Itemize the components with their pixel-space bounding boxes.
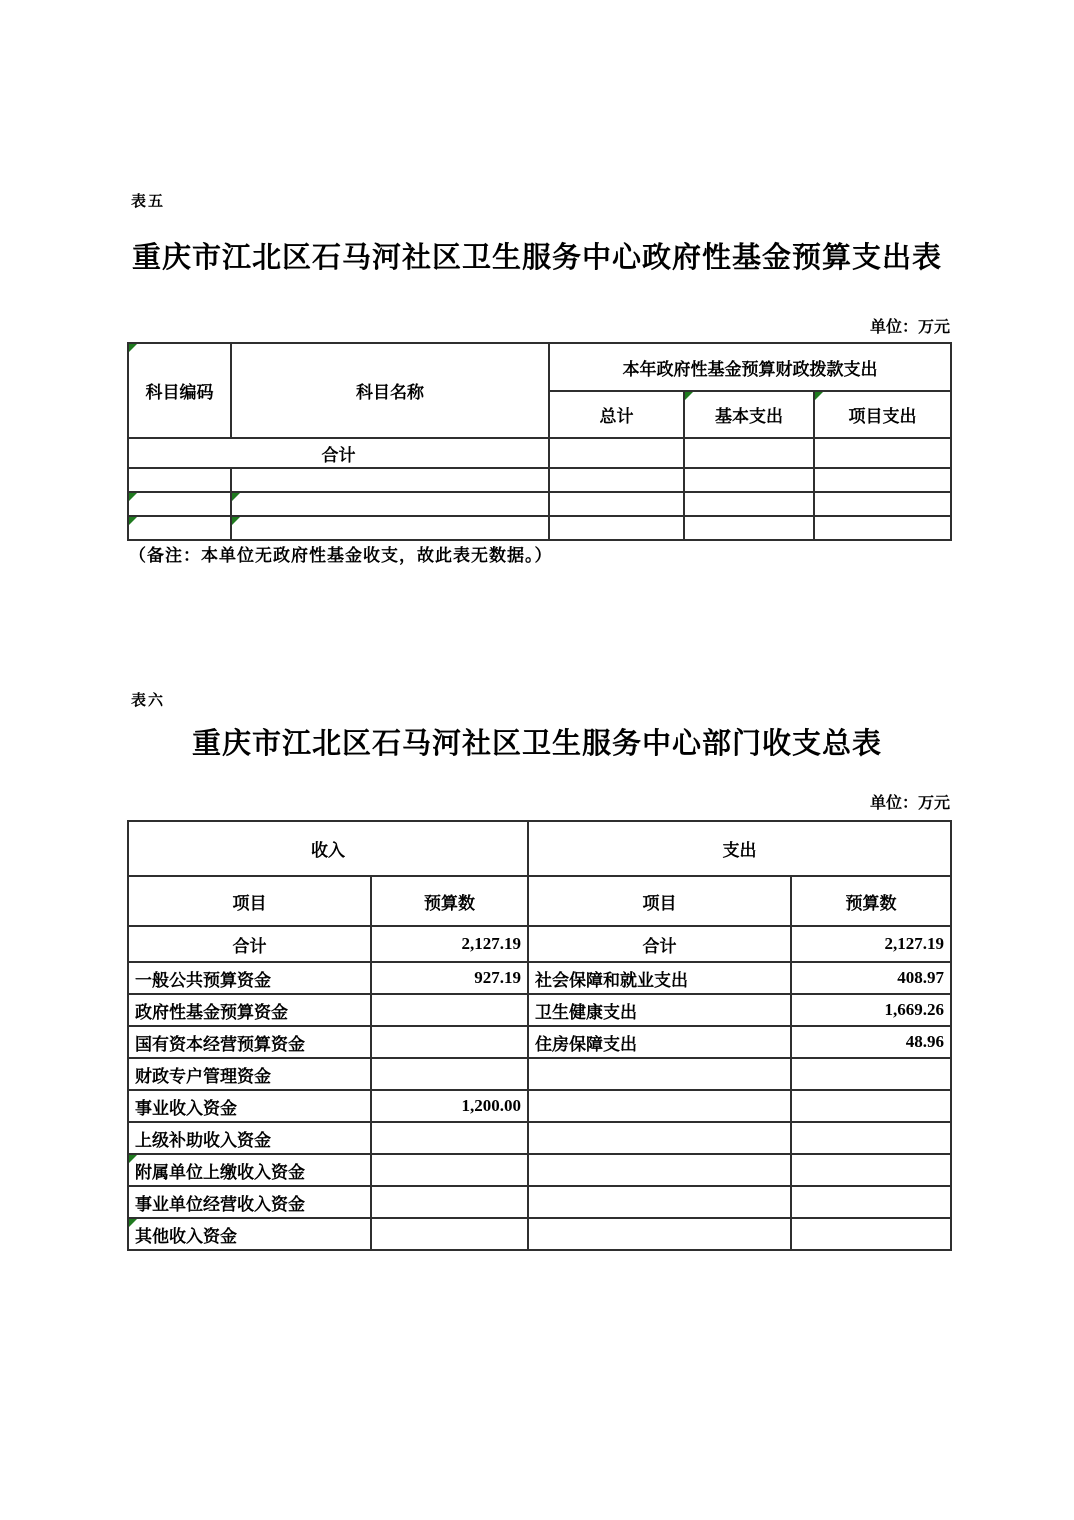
table6-income-group: 收入 — [128, 821, 528, 876]
expense-value-cell — [791, 1122, 951, 1154]
empty-cell — [231, 468, 549, 492]
table6-income-budget-header: 预算数 — [371, 876, 528, 926]
table-row — [128, 994, 951, 1026]
expense-value-cell: 2,127.19 — [791, 926, 951, 962]
table-row — [128, 962, 951, 994]
empty-cell green-corner-triangle-icon — [231, 516, 549, 540]
table5-total-label: 合计 — [128, 438, 549, 468]
income-item-cell: 事业单位经营收入资金 — [128, 1186, 371, 1218]
empty-cell — [814, 516, 951, 540]
expense-value-cell — [791, 1090, 951, 1122]
income-value-cell — [371, 1058, 528, 1090]
empty-cell green-corner-triangle-icon — [128, 516, 231, 540]
table5-header-code: 科目编码 — [128, 343, 231, 438]
expense-item-cell: 合计 — [528, 926, 791, 962]
income-value-cell — [371, 1154, 528, 1186]
income-value-cell — [371, 1186, 528, 1218]
expense-value-cell — [791, 1058, 951, 1090]
income-value-cell — [371, 1218, 528, 1250]
expense-item-cell — [528, 1154, 791, 1186]
table5-note: （备注：本单位无政府性基金收支，故此表无数据。） — [129, 546, 553, 565]
table-row — [128, 1122, 951, 1154]
expense-item-cell — [528, 1058, 791, 1090]
table5-header-row-1 — [128, 343, 951, 391]
income-value-cell — [371, 1026, 528, 1058]
empty-cell green-corner-triangle-icon — [128, 492, 231, 516]
income-item-cell green-corner-triangle-icon: 其他收入资金 — [128, 1218, 371, 1250]
table5-empty-row — [128, 516, 951, 540]
empty-cell — [684, 492, 814, 516]
empty-cell green-corner-triangle-icon — [231, 492, 549, 516]
table5-header-name: 科目名称 — [231, 343, 549, 438]
expense-value-cell — [791, 1186, 951, 1218]
table6-header-row-2 — [128, 876, 951, 926]
table5-project-value — [814, 438, 951, 468]
income-value-cell — [371, 1122, 528, 1154]
table-row — [128, 1090, 951, 1122]
income-value-cell: 1,200.00 — [371, 1090, 528, 1122]
table6-expense-group: 支出 — [528, 821, 951, 876]
expense-item-cell — [528, 1122, 791, 1154]
income-item-cell: 事业收入资金 — [128, 1090, 371, 1122]
empty-cell — [549, 492, 684, 516]
table6-income-item-header: 项目 — [128, 876, 371, 926]
table5-empty-row — [128, 468, 951, 492]
income-item-cell: 政府性基金预算资金 — [128, 994, 371, 1026]
empty-cell — [814, 492, 951, 516]
table-row — [128, 1058, 951, 1090]
empty-cell — [128, 468, 231, 492]
expense-item-cell — [528, 1218, 791, 1250]
table-row — [128, 1218, 951, 1250]
income-item-cell green-corner-triangle-icon: 附属单位上缴收入资金 — [128, 1154, 371, 1186]
expense-item-cell: 住房保障支出 — [528, 1026, 791, 1058]
table5-unit-label: 单位：万元 — [869, 319, 950, 336]
income-value-cell: 927.19 — [371, 962, 528, 994]
table6-title: 重庆市江北区石马河社区卫生服务中心部门收支总表 — [191, 728, 882, 760]
table5 — [127, 342, 952, 541]
table-row — [128, 1186, 951, 1218]
table5-empty-row — [128, 492, 951, 516]
table6-tag: 表六 — [131, 693, 166, 709]
table-row — [128, 1026, 951, 1058]
empty-cell — [684, 468, 814, 492]
expense-value-cell: 48.96 — [791, 1026, 951, 1058]
income-item-cell: 财政专户管理资金 — [128, 1058, 371, 1090]
table6-header-row-1 — [128, 821, 951, 876]
table6-expense-item-header: 项目 — [528, 876, 791, 926]
table5-header-project: 项目支出 — [814, 391, 951, 438]
expense-value-cell — [791, 1154, 951, 1186]
table5-title: 重庆市江北区石马河社区卫生服务中心政府性基金预算支出表 — [131, 242, 942, 274]
expense-value-cell — [791, 1218, 951, 1250]
table5-total-row — [128, 438, 951, 468]
income-value-cell — [371, 994, 528, 1026]
table6-total-row — [128, 926, 951, 962]
table5-header-group: 本年政府性基金预算财政拨款支出 — [549, 343, 951, 391]
table5-header-basic: 基本支出 — [684, 391, 814, 438]
empty-cell — [814, 468, 951, 492]
income-item-cell: 合计 — [128, 926, 371, 962]
expense-item-cell: 卫生健康支出 — [528, 994, 791, 1026]
empty-cell — [549, 468, 684, 492]
expense-value-cell: 408.97 — [791, 962, 951, 994]
income-value-cell: 2,127.19 — [371, 926, 528, 962]
table-row — [128, 1154, 951, 1186]
empty-cell — [684, 516, 814, 540]
table5-header-total: 总计 — [549, 391, 684, 438]
income-item-cell: 一般公共预算资金 — [128, 962, 371, 994]
table6 — [127, 820, 952, 1251]
expense-value-cell: 1,669.26 — [791, 994, 951, 1026]
expense-item-cell: 社会保障和就业支出 — [528, 962, 791, 994]
table5-tag: 表五 — [131, 194, 166, 210]
expense-item-cell — [528, 1186, 791, 1218]
table5-total-value — [549, 438, 684, 468]
expense-item-cell — [528, 1090, 791, 1122]
income-item-cell: 上级补助收入资金 — [128, 1122, 371, 1154]
table6-expense-budget-header: 预算数 — [791, 876, 951, 926]
empty-cell — [549, 516, 684, 540]
table6-unit-label: 单位：万元 — [869, 795, 950, 812]
table5-basic-value — [684, 438, 814, 468]
income-item-cell: 国有资本经营预算资金 — [128, 1026, 371, 1058]
